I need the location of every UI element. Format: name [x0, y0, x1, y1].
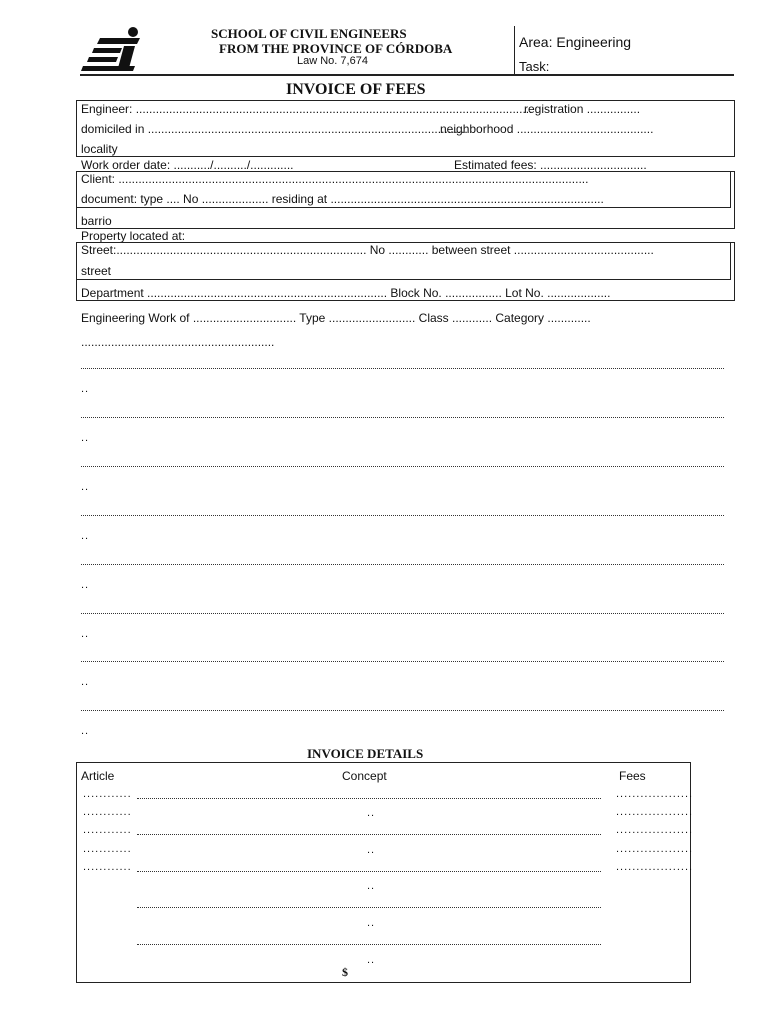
engineering-work-field[interactable]: Engineering Work of ............................... Type .......................... Class ............ Category ............. — [81, 311, 591, 325]
fee-cell[interactable]: ................... — [616, 824, 694, 836]
work-first-line[interactable]: .......................................................... — [81, 335, 275, 349]
org-name-line2: FROM THE PROVINCE OF CÓRDOBA — [219, 41, 453, 56]
invoice-title: INVOICE OF FEES — [286, 81, 426, 98]
article-cell[interactable]: ............ — [83, 843, 132, 855]
org-name-line1: SCHOOL OF CIVIL ENGINEERS — [211, 26, 407, 41]
fee-cell[interactable]: ................... — [616, 843, 694, 855]
header-divider — [514, 26, 515, 76]
concept-cell[interactable] — [137, 834, 601, 835]
concept-marker: .. — [367, 844, 376, 856]
line-marker: .. — [81, 481, 90, 493]
concept-cell[interactable] — [137, 944, 601, 945]
work-line[interactable] — [81, 368, 724, 369]
fee-cell[interactable]: ................... — [616, 806, 694, 818]
work-line[interactable] — [81, 710, 724, 711]
line-marker: .. — [81, 432, 90, 444]
property-label: Property located at: — [81, 229, 186, 243]
invoice-details-title: INVOICE DETAILS — [307, 746, 424, 761]
property-divider — [76, 279, 730, 280]
column-header-article: Article — [81, 769, 115, 783]
estimated-fees-field[interactable]: Estimated fees: ................................ — [454, 158, 647, 172]
line-marker: .. — [81, 579, 90, 591]
line-marker: .. — [81, 725, 90, 737]
column-header-fees: Fees — [619, 769, 646, 783]
line-marker: .. — [81, 628, 90, 640]
header-rule — [80, 74, 734, 76]
street-field[interactable]: Street:........................................................................... No ............ between street .......................................... — [81, 243, 654, 257]
article-cell[interactable]: ............ — [83, 861, 132, 873]
work-line[interactable] — [81, 613, 724, 614]
client-field[interactable]: Client: ............................................................................................................................................. — [81, 172, 589, 186]
concept-marker: .. — [367, 954, 376, 966]
line-marker: .. — [81, 676, 90, 688]
total-currency: $ — [342, 965, 348, 979]
engineer-field[interactable]: Engineer: ....................................................................................................................... — [81, 102, 533, 116]
document-field[interactable]: document: type .... No .................... residing at .................................................................................. — [81, 192, 604, 206]
work-line[interactable] — [81, 417, 724, 418]
work-line[interactable] — [81, 564, 724, 565]
barrio-field[interactable]: barrio — [81, 214, 112, 228]
work-order-date-field[interactable]: Work order date: .........../........../............. — [81, 158, 294, 172]
property-inner-border — [730, 242, 731, 280]
task-label: Task: — [519, 59, 550, 74]
work-line[interactable] — [81, 515, 724, 516]
client-inner-border — [730, 171, 731, 208]
logo-icon — [80, 24, 140, 74]
department-field[interactable]: Department ........................................................................ Block No. ................. Lot No. ................... — [81, 286, 611, 300]
client-divider — [76, 207, 730, 208]
concept-marker: .. — [367, 807, 376, 819]
locality-field[interactable]: locality — [81, 142, 118, 156]
registration-field[interactable]: registration ................ — [524, 102, 641, 116]
work-line[interactable] — [81, 466, 724, 467]
fee-cell[interactable]: ................... — [616, 788, 694, 800]
line-marker: .. — [81, 530, 90, 542]
work-line[interactable] — [81, 661, 724, 662]
law-number: Law No. 7,674 — [297, 55, 368, 67]
domicile-field[interactable]: domiciled in ................................................................................................ — [81, 122, 468, 136]
concept-cell[interactable] — [137, 871, 601, 872]
concept-cell[interactable] — [137, 907, 601, 908]
concept-marker: .. — [367, 880, 376, 892]
article-cell[interactable]: ............ — [83, 788, 132, 800]
fee-cell[interactable]: ................... — [616, 861, 694, 873]
area-label: Area: Engineering — [519, 34, 632, 50]
article-cell[interactable]: ............ — [83, 806, 132, 818]
line-marker: .. — [81, 383, 90, 395]
neighborhood-field[interactable]: neighborhood ......................................... — [440, 122, 654, 136]
invoice-details-table — [76, 762, 694, 983]
concept-marker: .. — [367, 917, 376, 929]
article-cell[interactable]: ............ — [83, 824, 132, 836]
column-header-concept: Concept — [342, 769, 387, 783]
street2-field[interactable]: street — [81, 264, 112, 278]
concept-cell[interactable] — [137, 798, 601, 799]
